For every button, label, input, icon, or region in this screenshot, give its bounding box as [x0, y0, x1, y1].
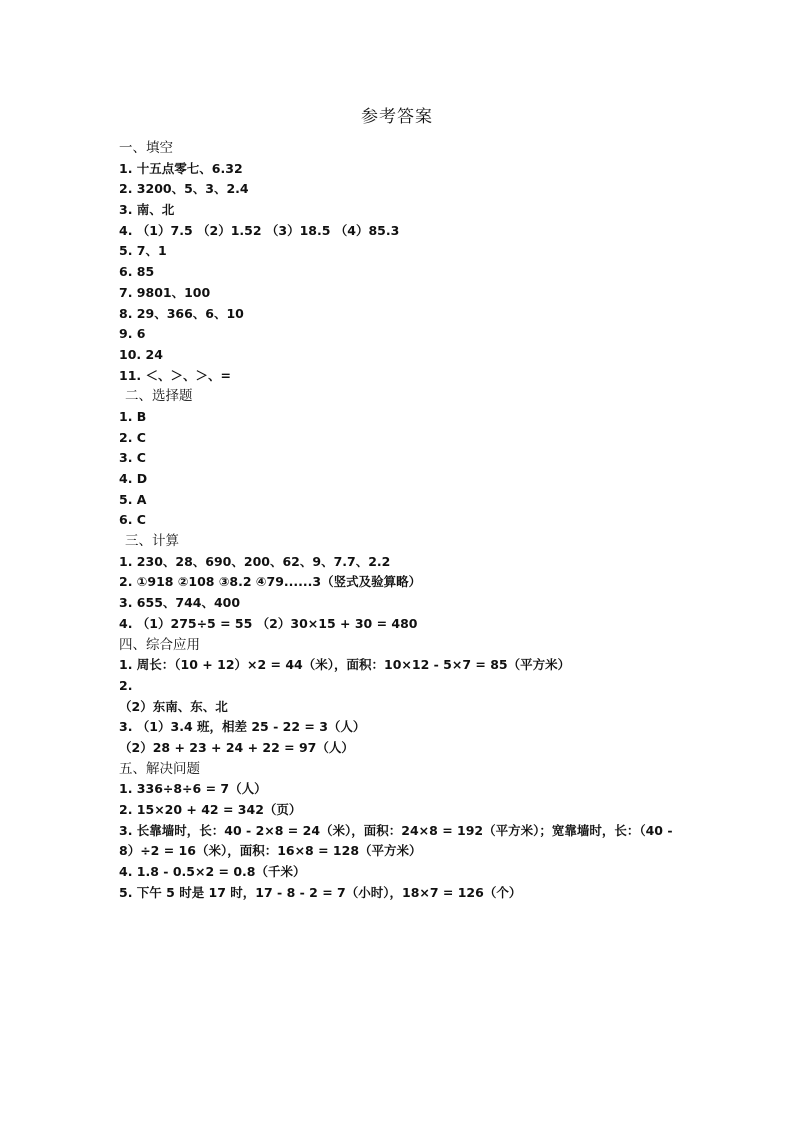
section-heading: 四、综合应用 — [119, 636, 200, 653]
answer-line: 1. 周长：（10 + 12）×2 = 44（米），面积：10×12 - 5×7 = 85（平方米） — [119, 657, 571, 673]
answer-line: 11. ＜、＞、＞、= — [119, 367, 231, 383]
page-title: 参考答案 — [361, 107, 433, 127]
answer-line: 4. （1）7.5 （2）1.52 （3）18.5 （4）85.3 — [119, 222, 400, 238]
answer-line: 3. 南、北 — [119, 202, 175, 218]
answer-line: （2）东南、东、北 — [119, 698, 228, 714]
answer-line: 9. 6 — [119, 326, 146, 342]
answer-line: 6. C — [119, 512, 146, 528]
answer-line: 2. 15×20 + 42 = 342（页） — [119, 802, 302, 817]
section-heading: 二、选择题 — [125, 388, 193, 405]
answer-line: 2. ①918 ②108 ③8.2 ④79......3（竖式及验算略） — [119, 574, 422, 590]
answer-line: 4. （1）275÷5 = 55 （2）30×15 + 30 = 480 — [119, 615, 418, 631]
answer-content — [119, 138, 679, 903]
section-heading: 一、填空 — [119, 140, 173, 156]
answer-line: 3. （1）3.4 班，相差 25 - 22 = 3（人） — [119, 719, 366, 735]
answer-line: 5. 7、1 — [119, 243, 167, 259]
answer-line: 5. 下午 5 时是 17 时，17 - 8 - 2 = 7（小时），18×7 = 126（个） — [119, 884, 522, 900]
answer-line: 3. 长靠墙时，长：40 - 2×8 = 24（米），面积：24×8 = 192（平方米）；宽靠墙时，长：（40 - — [119, 822, 673, 838]
answer-line: 4. 1.8 - 0.5×2 = 0.8（千米） — [119, 864, 306, 880]
answer-line: 10. 24 — [119, 346, 163, 362]
answer-line: 2. C — [119, 429, 146, 445]
answer-line: 8. 29、366、6、10 — [119, 305, 244, 321]
answer-line: 1. 230、28、690、200、62、9、7.7、2.2 — [119, 553, 391, 569]
answer-line: 8）÷2 = 16（米），面积：16×8 = 128（平方米） — [119, 843, 422, 859]
answer-line: 3. 655、744、400 — [119, 595, 241, 611]
answer-line: 2. — [119, 677, 133, 693]
answer-line: 6. 85 — [119, 264, 155, 280]
answer-line: 1. 十五点零七、6.32 — [119, 160, 243, 176]
answer-line: 4. D — [119, 471, 148, 486]
answer-line: （2）28 + 23 + 24 + 22 = 97（人） — [119, 739, 354, 755]
section-heading: 五、解决问题 — [119, 760, 200, 777]
answer-line: 1. 336÷8÷6 = 7（人） — [119, 781, 267, 797]
answer-line: 1. B — [119, 408, 147, 424]
section-heading: 三、计算 — [125, 533, 179, 550]
answer-line: 5. A — [119, 491, 147, 507]
answer-line: 7. 9801、100 — [119, 284, 211, 300]
answer-line: 2. 3200、5、3、2.4 — [119, 181, 249, 197]
answer-line: 3. C — [119, 450, 146, 466]
